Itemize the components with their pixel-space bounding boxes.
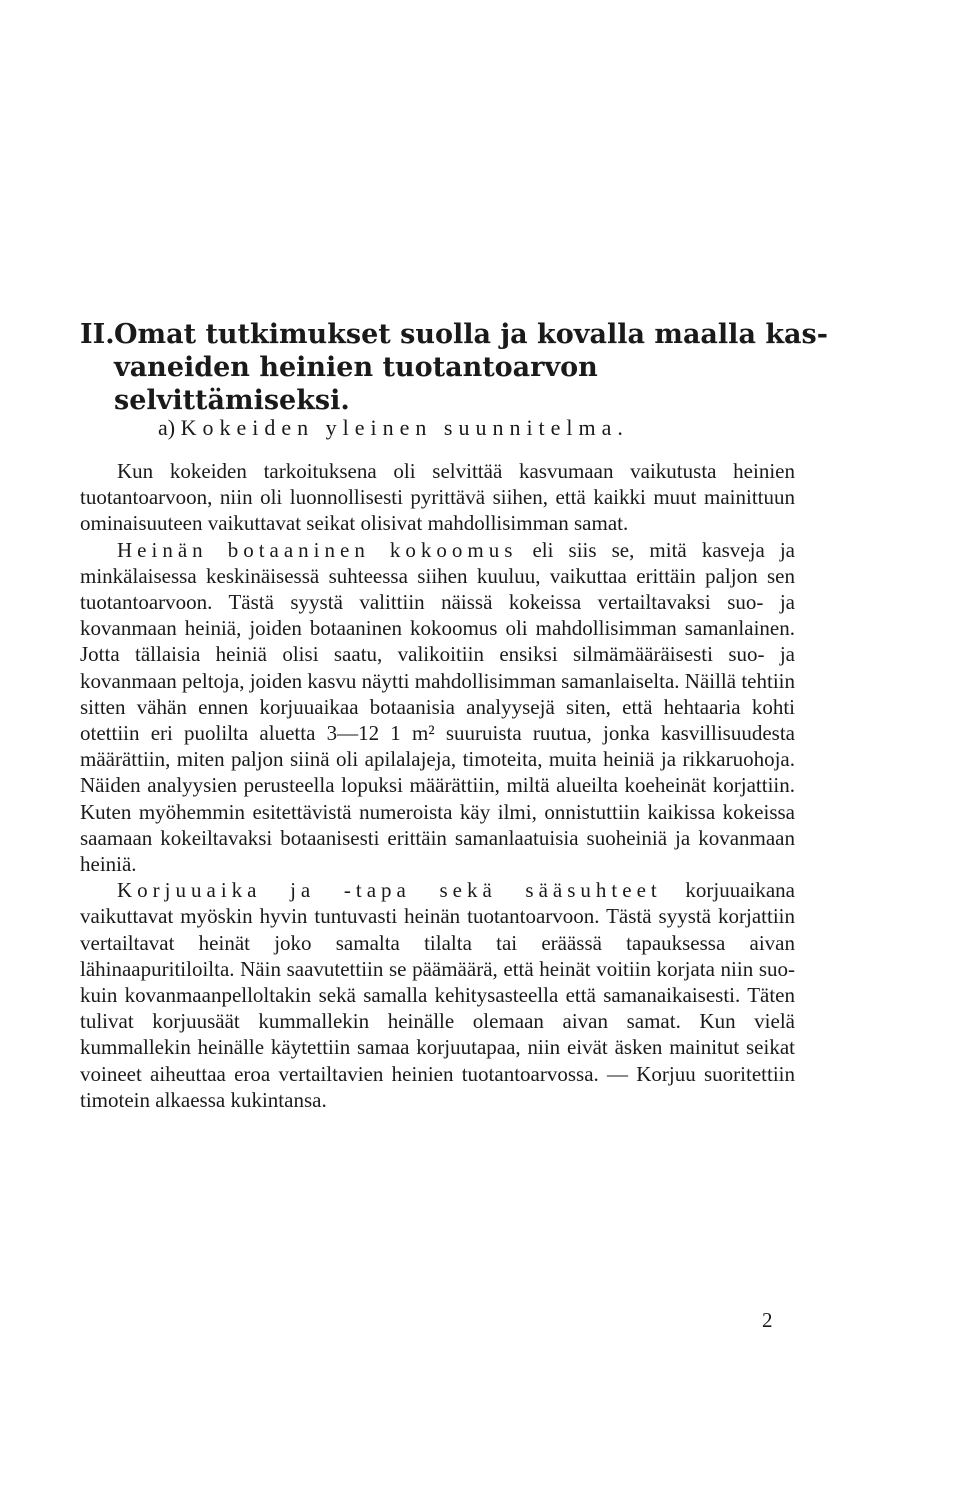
paragraph-3-text: korjuuaikana vaikuttavat myöskin hyvin tuntuvasti heinän tuotantoarvoon. Tästä syystä korjattiin vertailtavat heinät joko samalta tilalta tai eräässä tapauksessa aivan lähinaapuritiloilta. Näin saavutettiin se päämäärä, että heinät voitiin korjata niin suo- kuin kovanmaanpelloltakin sekä samalla kehitysasteella että samanaikaisesti. Täten tulivat korjuusäät kummallekin heinälle olemaan aivan samat. Kun vielä kummallekin heinälle käytettiin samaa korjuutapaa, niin eivät äsken mainitut seikat voineet aiheuttaa eroa vertailtavien heinien tuotantoarvossa. — Korjuu suoritettiin timotein alkaessa kukintansa. [80,878,795,1112]
chapter-number: II. [80,319,115,350]
section-heading [158,414,798,442]
page-number: 2 [762,1308,773,1332]
paragraph-2-text: eli siis se, mitä kasveja ja minkälaisessa keskinäisessä suhteessa siihen kuuluu, vaikuttaa erittäin paljon sen tuotantoarvoon. Tästä syystä valittiin näissä kokeissa vertailtavaksi suo- ja kovanmaan heiniä, joiden botaaninen kokoomus oli mahdollisimman samanlainen. Jotta tällaisia heiniä olisi saatu, valikoitiin ensiksi silmämääräisesti suo- ja kovanmaan peltoja, joiden kasvu näytti mahdollisimman samanlaiselta. Näillä tehtiin sitten vähän ennen korjuuaikaa botaanisia analyysejä siten, että hehtaaria kohti otettiin eri puolilta aluetta 3—12 1 m² suuruista ruutua, jonka kasvillisuudesta määrättiin, miten paljon siinä oli apilalajeja, timoteita, muita heiniä ja rikkaruohoja. Näiden analyysien perusteella lopuksi määrättiin, miltä alueilta koeheinät korjattiin. Kuten myöhemmin esitettävistä numeroista käy ilmi, onnistuttiin kaikissa kokeissa saamaan kokeiltavaksi botaanisesti erittäin samanlaatuisia suoheiniä ja kovanmaan heiniä. [80,537,796,877]
paragraph-2 [80,537,795,878]
body-text [80,458,795,1113]
paragraph-1 [80,458,795,537]
section-label: a) [158,415,176,440]
paragraph-2-lead-term: Heinän botaaninen kokoomus [117,537,518,562]
paragraph-3-lead-term: Korjuuaika ja -tapa sekä sääsuhteet [117,878,662,903]
chapter-heading [80,318,840,417]
paragraph-3 [80,877,795,1113]
section-title: Kokeiden yleinen suunnitelma. [180,415,629,440]
chapter-title-line-2: vaneiden heinien tuotantoarvon selvittämiseksi. [114,352,598,416]
chapter-title-line-1: Omat tutkimukset suolla ja kovalla maalla kas- [114,319,828,350]
paragraph-1-text: Kun kokeiden tarkoituksena oli selvittää kasvumaan vaikutusta heinien tuotantoarvoon, niin oli luonnollisesti pyrittävä siihen, että kaikki muut mainittuun ominaisuuteen vaikuttavat seikat olisivat mahdollisimman samat. [80,459,795,536]
